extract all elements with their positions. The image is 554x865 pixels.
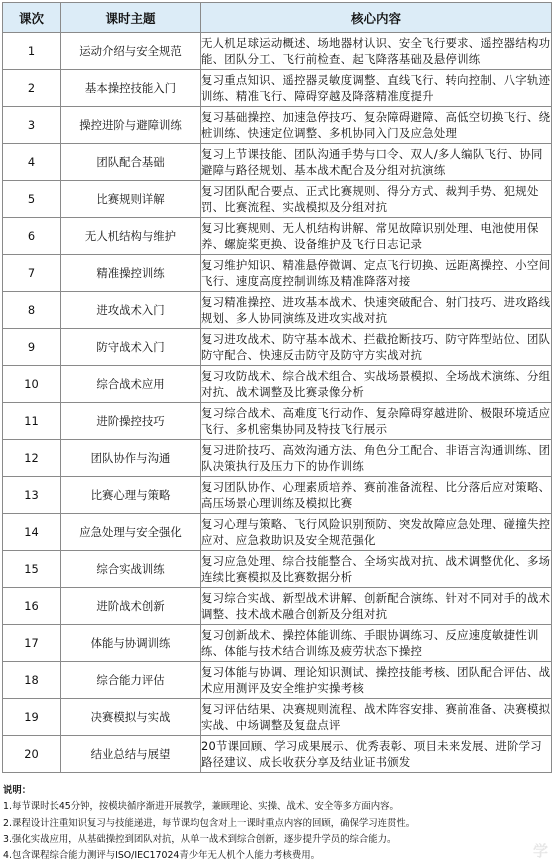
table-row	[3, 477, 552, 514]
topic-cell: 进阶战术创新	[61, 588, 201, 625]
topic-cell: 比赛规则详解	[61, 181, 201, 218]
topic-cell: 体能与协调训练	[61, 625, 201, 662]
lesson-number-cell: 12	[3, 440, 61, 477]
content-cell: 无人机足球运动概述、场地器材认识、安全飞行要求、遥控器结构功能、团队分工、飞行前检查、起飞降落基础及悬停训练	[201, 33, 552, 70]
note-item: 1.每节课时长45分钟，按模块循序渐进开展教学，兼顾理论、实操、战术、安全等多方面内容。	[3, 801, 399, 813]
watermark-logo: 学	[532, 842, 548, 860]
content-cell: 复习评估结果、决赛规则流程、战术阵容安排、赛前准备、决赛模拟实战、中场调整及复盘点评	[201, 699, 552, 736]
table-row	[3, 107, 552, 144]
topic-cell: 运动介绍与安全规范	[61, 33, 201, 70]
table-row	[3, 366, 552, 403]
topic-cell: 比赛心理与策略	[61, 477, 201, 514]
table-row	[3, 440, 552, 477]
table-row	[3, 551, 552, 588]
content-cell: 复习维护知识、精准悬停微调、定点飞行切换、远距离操控、小空间飞行、速度高度控制训练及精准降落对接	[201, 255, 552, 292]
lesson-number-cell: 16	[3, 588, 61, 625]
lesson-number-cell: 17	[3, 625, 61, 662]
topic-cell: 基本操控技能入门	[61, 70, 201, 107]
header-core-content: 核心内容	[201, 3, 552, 33]
lesson-number-cell: 6	[3, 218, 61, 255]
topic-cell: 团队协作与沟通	[61, 440, 201, 477]
topic-cell: 进攻战术入门	[61, 292, 201, 329]
table-row	[3, 736, 552, 773]
content-cell: 复习应急处理、综合技能整合、全场实战对抗、战术调整优化、多场连续比赛模拟及比赛数据分析	[201, 551, 552, 588]
table-row	[3, 699, 552, 736]
table-row	[3, 625, 552, 662]
table-row	[3, 403, 552, 440]
topic-cell: 精准操控训练	[61, 255, 201, 292]
lesson-number-cell: 11	[3, 403, 61, 440]
content-cell: 复习攻防战术、综合战术组合、实战场景模拟、全场战术演练、分组对抗、战术调整及比赛录像分析	[201, 366, 552, 403]
content-cell: 复习进攻战术、防守基本战术、拦截抢断技巧、防守阵型站位、团队防守配合、快速反击防守及防守方实战对抗	[201, 329, 552, 366]
lesson-number-cell: 9	[3, 329, 61, 366]
lesson-number-cell: 13	[3, 477, 61, 514]
table-row	[3, 33, 552, 70]
content-cell: 复习基础操控、加速急停技巧、复杂障碍避障、高低空切换飞行、绕桩训练、快速定位调整、多机协同入门及应急处理	[201, 107, 552, 144]
lesson-number-cell: 18	[3, 662, 61, 699]
lesson-number-cell: 1	[3, 33, 61, 70]
table-row	[3, 181, 552, 218]
note-item: 2.课程设计注重知识复习与技能递进，每节课均包含对上一课时重点内容的回顾，确保学习连贯性。	[3, 817, 416, 829]
header-lesson-number: 课次	[3, 3, 61, 33]
content-cell: 复习重点知识、遥控器灵敏度调整、直线飞行、转向控制、八字轨迹训练、精准飞行、障碍穿越及降落精准度提升	[201, 70, 552, 107]
content-cell: 复习心理与策略、飞行风险识别预防、突发故障应急处理、碰撞失控应对、应急救助识及安全规范强化	[201, 514, 552, 551]
table-row	[3, 292, 552, 329]
lesson-number-cell: 7	[3, 255, 61, 292]
topic-cell: 综合实战训练	[61, 551, 201, 588]
table-row	[3, 255, 552, 292]
topic-cell: 无人机结构与维护	[61, 218, 201, 255]
topic-cell: 综合能力评估	[61, 662, 201, 699]
topic-cell: 结业总结与展望	[61, 736, 201, 773]
topic-cell: 操控进阶与避障训练	[61, 107, 201, 144]
table-row	[3, 514, 552, 551]
lesson-number-cell: 15	[3, 551, 61, 588]
lesson-number-cell: 10	[3, 366, 61, 403]
topic-cell: 防守战术入门	[61, 329, 201, 366]
content-cell: 复习团队配合要点、正式比赛规则、得分方式、裁判手势、犯规处罚、比赛流程、实战模拟及分组对抗	[201, 181, 552, 218]
table-row	[3, 329, 552, 366]
topic-cell: 团队配合基础	[61, 144, 201, 181]
lesson-number-cell: 19	[3, 699, 61, 736]
topic-cell: 应急处理与安全强化	[61, 514, 201, 551]
lesson-number-cell: 20	[3, 736, 61, 773]
content-cell: 复习综合战术、高难度飞行动作、复杂障碍穿越进阶、极限环境适应飞行、多机密集协同及特技飞行展示	[201, 403, 552, 440]
topic-cell: 决赛模拟与实战	[61, 699, 201, 736]
content-cell: 复习进阶技巧、高效沟通方法、角色分工配合、非语言沟通训练、团队决策执行及压力下的协作训练	[201, 440, 552, 477]
table-row	[3, 70, 552, 107]
notes-section	[3, 783, 552, 864]
content-cell: 20节课回顾、学习成果展示、优秀表彰、项目未来发展、进阶学习路径建议、成长收获分享及结业证书颁发	[201, 736, 552, 773]
topic-cell: 进阶操控技巧	[61, 403, 201, 440]
header-topic: 课时主题	[61, 3, 201, 33]
content-cell: 复习体能与协调、理论知识测试、操控技能考核、团队配合评估、战术应用测评及安全维护实操考核	[201, 662, 552, 699]
topic-cell: 综合战术应用	[61, 366, 201, 403]
lesson-number-cell: 5	[3, 181, 61, 218]
content-cell: 复习综合实战、新型战术讲解、创新配合演练、针对不同对手的战术调整、技术战术融合创新及分组对抗	[201, 588, 552, 625]
notes-title: 说明：	[3, 785, 32, 796]
table-row	[3, 144, 552, 181]
content-cell: 复习比赛规则、无人机结构讲解、常见故障识别处理、电池使用保养、螺旋桨更换、设备维护及飞行日志记录	[201, 218, 552, 255]
table-header-row	[3, 3, 552, 33]
table-row	[3, 588, 552, 625]
table-row	[3, 662, 552, 699]
lesson-number-cell: 14	[3, 514, 61, 551]
lesson-number-cell: 2	[3, 70, 61, 107]
note-item: 3.强化实战应用，从基础操控到团队对抗，从单一战术到综合创新，逐步提升学员的综合能力。	[3, 833, 397, 845]
content-cell: 复习上节课技能、团队沟通手势与口令、双人/多人编队飞行、协同避障与路径规划、基本战术配合及分组对抗演练	[201, 144, 552, 181]
lesson-number-cell: 3	[3, 107, 61, 144]
content-cell: 复习精准操控、进攻基本战术、快速突破配合、射门技巧、进攻路线规划、多人协同演练及进攻实战对抗	[201, 292, 552, 329]
lesson-number-cell: 4	[3, 144, 61, 181]
content-cell: 复习创新战术、操控体能训练、手眼协调练习、反应速度敏捷性训练、体能与技术结合训练及疲劳状态下操控	[201, 625, 552, 662]
content-cell: 复习团队协作、心理素质培养、赛前准备流程、比分落后应对策略、高压场景心理训练及模拟比赛	[201, 477, 552, 514]
course-schedule-table	[2, 2, 552, 773]
lesson-number-cell: 8	[3, 292, 61, 329]
note-item: 4.包含课程综合能力测评与ISO/IEC17024青少年无人机个人能力考核费用。	[3, 850, 321, 862]
table-row	[3, 218, 552, 255]
